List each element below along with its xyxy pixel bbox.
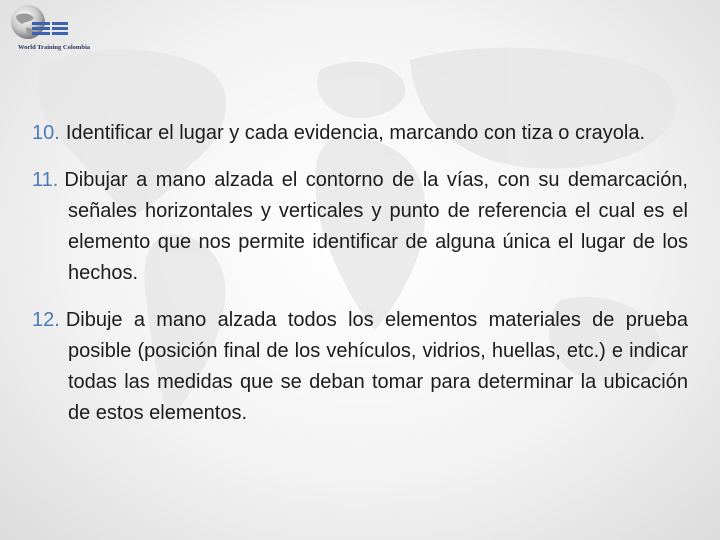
list-item-text: Dibujar a mano alzada el contorno de la vías, con su demarcación, señales horizontales y verticales y punto de referencia el cual es el elemento que nos permite identificar de alguna única el lugar de los hechos. bbox=[64, 169, 688, 284]
list-item bbox=[32, 165, 688, 289]
logo-caption: World Training Colombia bbox=[18, 44, 90, 51]
list-item-text: Dibuje a mano alzada todos los elementos materiales de prueba posible (posición final de los vehículos, vidrios, huellas, etc.) e indicar todas las medidas que se deban tomar para determinar la ubicación de estos elementos. bbox=[65, 309, 688, 424]
list-item bbox=[32, 305, 688, 429]
world-training-colombia-logo bbox=[4, 4, 94, 64]
list-number: 10. bbox=[32, 122, 60, 144]
list-item bbox=[32, 118, 688, 149]
numbered-list bbox=[32, 118, 688, 429]
list-number: 11. bbox=[32, 169, 59, 191]
list-number: 12. bbox=[32, 309, 60, 331]
globe-icon bbox=[4, 4, 94, 44]
list-item-text: Identificar el lugar y cada evidencia, marcando con tiza o crayola. bbox=[65, 122, 646, 144]
